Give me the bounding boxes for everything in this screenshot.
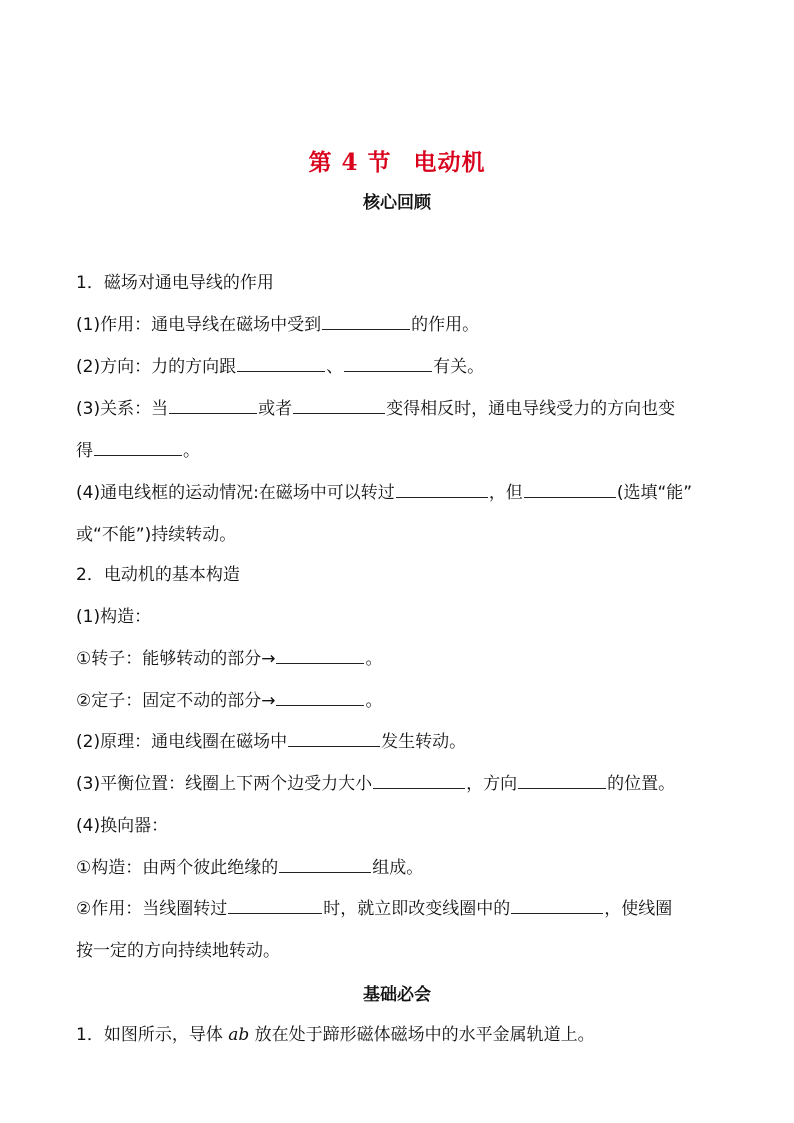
question-1: 1．如图所示，导体 ab 放在处于蹄形磁体磁场中的水平金属轨道上。 xyxy=(76,1025,595,1045)
item-1-1: (1)作用：通电导线在磁场中受到 的作用。 xyxy=(76,312,479,338)
fill-blank[interactable] xyxy=(228,896,322,914)
fill-blank[interactable] xyxy=(511,896,603,914)
fill-blank[interactable] xyxy=(276,688,364,706)
fill-blank[interactable] xyxy=(293,396,385,414)
fill-blank[interactable] xyxy=(373,771,465,789)
item-1-3-cont: 得 。 xyxy=(76,438,200,464)
fill-blank[interactable] xyxy=(344,354,432,372)
item-2-2: (2)原理：通电线圈在磁场中 发生转动。 xyxy=(76,729,466,755)
item-2-4-function-cont: 按一定的方向持续地转动。 xyxy=(76,941,280,961)
section-name: 电动机 xyxy=(413,149,486,176)
item-1-4-cont: 或“不能”)持续转动。 xyxy=(76,525,237,545)
item-2-4-function: ②作用：当线圈转过 时，就立即改变线圈中的 ，使线圈 xyxy=(76,896,672,922)
fill-blank[interactable] xyxy=(396,480,488,498)
item-2-1-stator: ②定子：固定不动的部分→ 。 xyxy=(76,688,382,714)
review-heading: 核心回顾 xyxy=(363,193,431,213)
item-2-1: (1)构造： xyxy=(76,607,152,627)
fill-blank[interactable] xyxy=(524,480,616,498)
item-1-heading: 1．磁场对通电导线的作用 xyxy=(76,273,274,293)
item-2-4: (4)换向器： xyxy=(76,816,169,836)
section-number: 第 4 节 xyxy=(308,149,392,176)
item-2-1-rotor: ①转子：能够转动的部分→ 。 xyxy=(76,646,382,672)
item-1-3: (3)关系：当 或者 变得相反时，通电导线受力的方向也变 xyxy=(76,396,675,422)
conductor-label: ab xyxy=(228,1025,250,1045)
fill-blank[interactable] xyxy=(237,354,325,372)
item-1-2: (2)方向：力的方向跟 、 有关。 xyxy=(76,354,484,380)
section-title xyxy=(0,144,794,177)
fill-blank[interactable] xyxy=(276,646,364,664)
basic-heading: 基础必会 xyxy=(363,985,431,1005)
fill-blank[interactable] xyxy=(279,855,371,873)
fill-blank[interactable] xyxy=(288,729,380,747)
item-2-4-structure: ①构造：由两个彼此绝缘的 组成。 xyxy=(76,855,423,881)
item-1-4: (4)通电线框的运动情况:在磁场中可以转过 ，但 (选填“能” xyxy=(76,480,692,506)
item-2-heading: 2．电动机的基本构造 xyxy=(76,565,240,585)
fill-blank[interactable] xyxy=(94,438,182,456)
fill-blank[interactable] xyxy=(169,396,257,414)
fill-blank[interactable] xyxy=(322,312,410,330)
item-2-3: (3)平衡位置：线圈上下两个边受力大小 ，方向 的位置。 xyxy=(76,771,675,797)
fill-blank[interactable] xyxy=(518,771,606,789)
